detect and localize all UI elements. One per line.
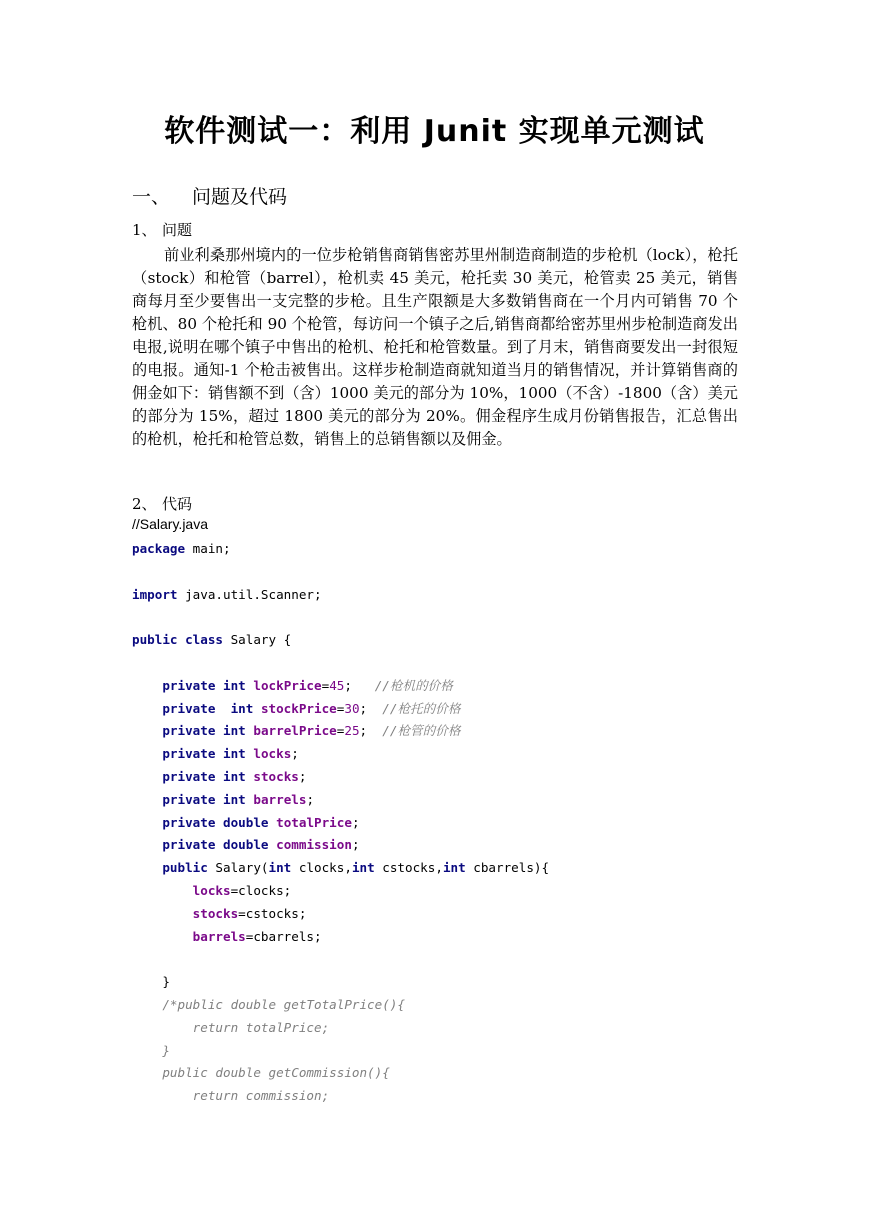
code-line: private double commission; (162, 837, 360, 853)
code-line: } (162, 974, 170, 990)
subsection-label: 问题 (162, 221, 193, 239)
subsection-number: 1、 (132, 221, 157, 239)
code-line: locks=clocks; (192, 882, 292, 898)
problem-paragraph: 前业利桑那州境内的一位步枪销售商销售密苏里州制造商制造的步枪机（lock），枪托（stock）和枪管（barrel），枪机卖 45 美元，枪托卖 30 美元，枪管卖 25 美元，销售商每月至少要售出一支完整的步枪。且生产限额是大多数销售商在一个月内可销售 70 个枪机、80 个枪托和 90 个枪管，每访问一个镇子之后,销售商都给密苏里州步枪制造商发出电报,说明在哪个镇子中售出的枪机、枪托和枪管数量。到了月末，销售商要发出一封很短的电报。通知-1 个枪击被售出。这样步枪制造商就知道当月的销售情况，并计算销售商的佣金如下：销售额不到（含）1000 美元的部分为 10%，1000（不含）-1800（含）美元的部分为 15%，超过 1800 美元的部分为 20%。佣金程序生成月份销售报告，汇总售出的枪机，枪托和枪管总数，销售上的总销售额以及佣金。 (132, 246, 738, 448)
code-line: private int lockPrice=45; //枪机的价格 (162, 677, 453, 693)
code-line: private double totalPrice; (162, 814, 360, 830)
code-line: return totalPrice; (192, 1019, 330, 1035)
subsection-label: 代码 (162, 495, 193, 513)
code-line: private int locks; (162, 746, 299, 762)
section-heading-problem-and-code (132, 182, 287, 209)
code-line: public Salary(int clocks,int cstocks,int cbarrels){ (162, 860, 550, 876)
code-line: private int barrelPrice=25; //枪管的价格 (162, 723, 461, 739)
code-line: import java.util.Scanner; (132, 586, 322, 602)
code-line: public double getCommission(){ (162, 1065, 390, 1081)
subsection-number: 2、 (132, 495, 157, 513)
subsection-heading-code (132, 493, 192, 514)
code-line: } (162, 1042, 170, 1058)
code-line: public class Salary { (132, 632, 292, 648)
code-line: barrels=cbarrels; (192, 928, 322, 944)
code-line: private int stocks; (162, 768, 307, 784)
code-line: stocks=cstocks; (192, 905, 307, 921)
code-line: /*public double getTotalPrice(){ (162, 996, 405, 1012)
code-line: return commission; (192, 1088, 330, 1104)
code-listing (132, 538, 549, 1108)
file-name-comment: //Salary.java (132, 516, 208, 532)
section-number: 一、 (132, 186, 171, 208)
subsection-heading-problem (132, 219, 192, 240)
document-title: 软件测试一：利用 Junit 实现单元测试 (164, 114, 705, 149)
code-line: private int barrels; (162, 791, 315, 807)
code-line: package main; (132, 541, 231, 556)
section-label: 问题及代码 (192, 186, 288, 208)
code-line: private int stockPrice=30; //枪托的价格 (162, 700, 461, 716)
